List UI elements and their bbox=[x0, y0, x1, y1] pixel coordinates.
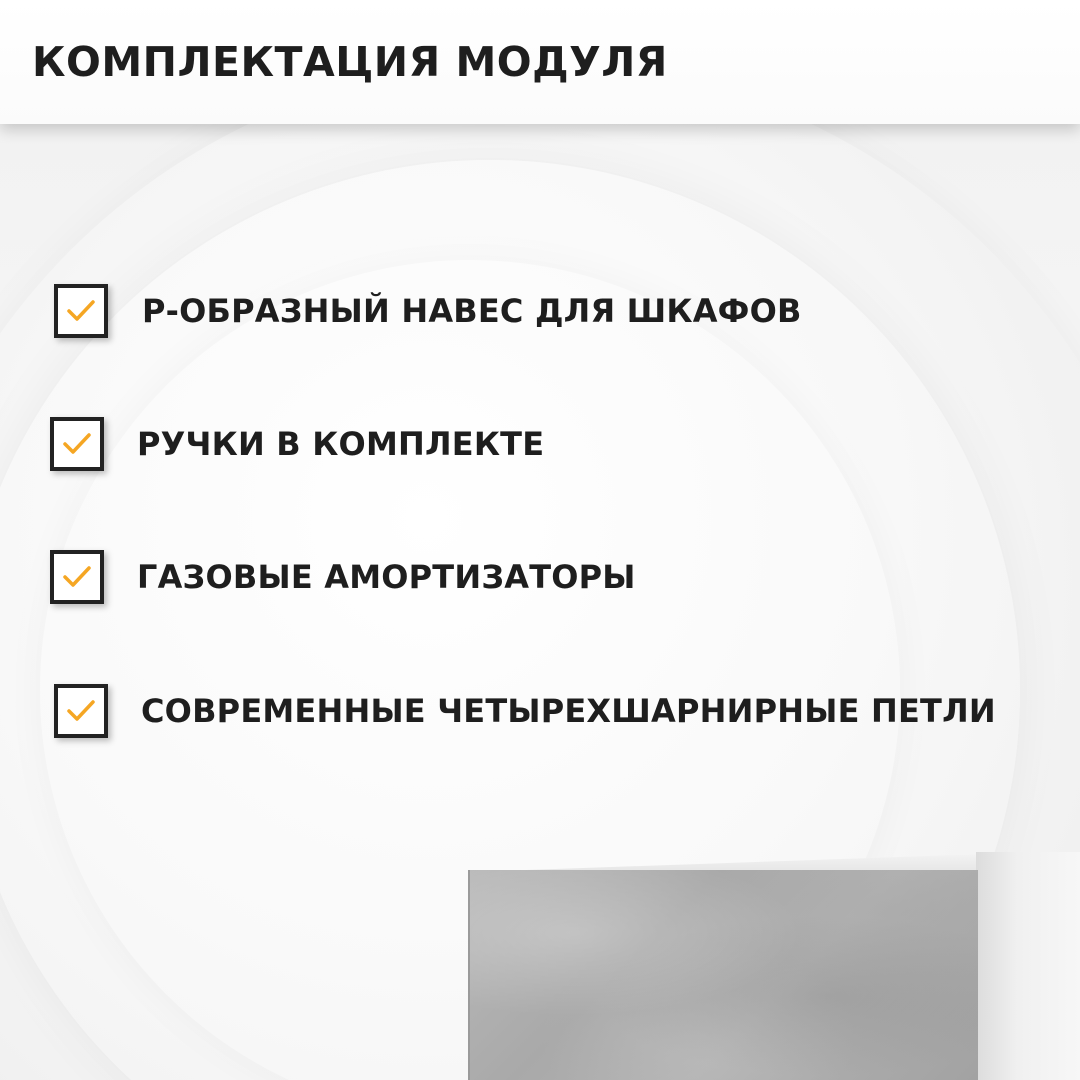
checkbox bbox=[54, 284, 108, 338]
page-title: КОМПЛЕКТАЦИЯ МОДУЛЯ bbox=[32, 38, 668, 86]
feature-item-hinges bbox=[54, 684, 996, 738]
feature-item-gas-lifts bbox=[50, 550, 636, 604]
header-banner bbox=[0, 0, 1080, 124]
cabinet-side-panel bbox=[976, 852, 1080, 1080]
feature-label: Р-ОБРАЗНЫЙ НАВЕС ДЛЯ ШКАФОВ bbox=[142, 292, 802, 330]
feature-item-hanger bbox=[54, 284, 802, 338]
feature-label: РУЧКИ В КОМПЛЕКТЕ bbox=[137, 425, 545, 463]
cabinet-concrete-door bbox=[468, 870, 978, 1080]
checkmark-icon bbox=[61, 562, 93, 592]
checkbox bbox=[54, 684, 108, 738]
checkmark-icon bbox=[65, 696, 97, 726]
checkbox bbox=[50, 550, 104, 604]
feature-label: СОВРЕМЕННЫЕ ЧЕТЫРЕХШАРНИРНЫЕ ПЕТЛИ bbox=[141, 692, 996, 730]
feature-label: ГАЗОВЫЕ АМОРТИЗАТОРЫ bbox=[137, 558, 636, 596]
checkmark-icon bbox=[61, 429, 93, 459]
checkbox bbox=[50, 417, 104, 471]
cabinet-module-image bbox=[468, 852, 1080, 1080]
feature-item-handles bbox=[50, 417, 544, 471]
checkmark-icon bbox=[65, 296, 97, 326]
